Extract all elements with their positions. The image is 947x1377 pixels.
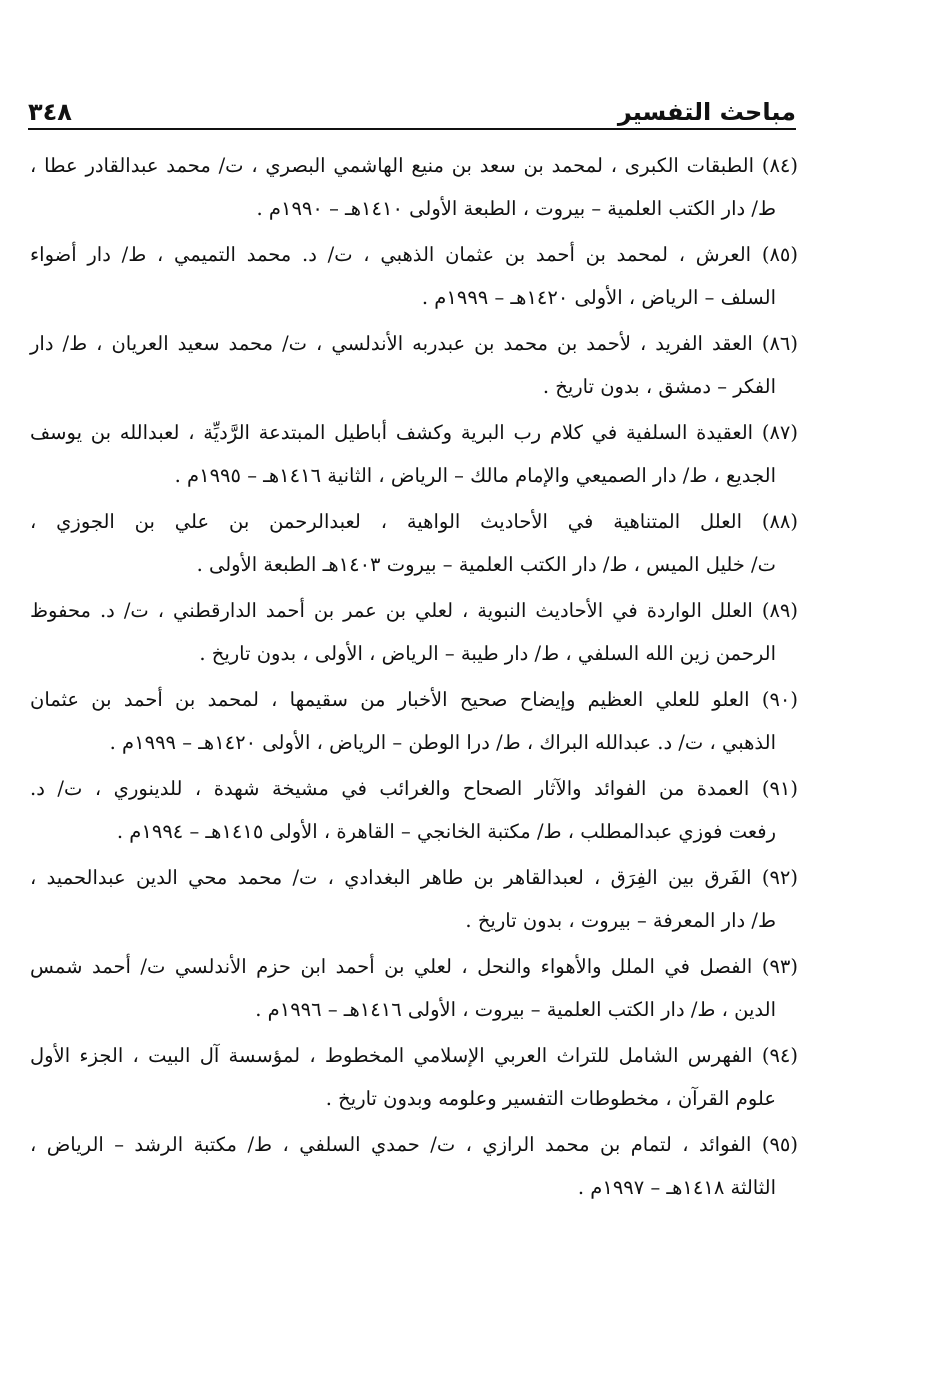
- entry-line: (٩٥) الفوائد ، لتمام بن محمد الرازي ، ت/ حمدي السلفي ، ط/ مكتبة الرشد – الرياض ،: [30, 1133, 798, 1156]
- bibliography-entry: [30, 510, 798, 599]
- entry-line: (٩٣) الفصل في الملل والأهواء والنحل ، لعلي بن أحمد ابن حزم الأندلسي ت/ أحمد شمس: [30, 955, 798, 978]
- entry-line: الفكر – دمشق ، بدون تاريخ .: [542, 375, 776, 398]
- entry-line: الجديع ، ط/ دار الصميعي والإمام مالك – الرياض ، الثانية ١٤١٦هـ – ١٩٩٥م .: [174, 464, 776, 487]
- entry-line: ط/ دار الكتب العلمية – بيروت ، الطبعة الأولى ١٤١٠هـ – ١٩٩٠م .: [256, 197, 776, 220]
- page-number: ٣٤٨: [28, 98, 72, 126]
- header-rule: [28, 128, 796, 130]
- entry-line: (٩٢) الفَرق بين الفِرَق ، لعبدالقاهر بن طاهر البغدادي ، ت/ محمد محي الدين عبدالحميد ،: [30, 866, 798, 889]
- entry-line: (٨٦) العقد الفريد ، لأحمد بن محمد بن عبدربه الأندلسي ، ت/ محمد سعيد العريان ، ط/ دار: [30, 332, 798, 355]
- bibliography-entry: [30, 1133, 798, 1222]
- entry-line: (٨٥) العرش ، لمحمد بن أحمد بن عثمان الذهبي ، ت/ د. محمد التميمي ، ط/ دار أضواء: [30, 243, 798, 266]
- entry-line: رفعت فوزي عبدالمطلب ، ط/ مكتبة الخانجي – القاهرة ، الأولى ١٤١٥هـ – ١٩٩٤م .: [116, 820, 776, 843]
- entry-line: (٨٧) العقيدة السلفية في كلام رب البرية وكشف أباطيل المبتدعة الرَّديِّة ، لعبدالله بن يوسف: [30, 421, 798, 444]
- entry-line: (٩٠) العلو للعلي العظيم وإيضاح صحيح الأخبار من سقيمها ، لمحمد بن أحمد بن عثمان: [30, 688, 798, 711]
- bibliography-entry: [30, 154, 798, 243]
- entry-line: الثالثة ١٤١٨هـ – ١٩٩٧م .: [577, 1176, 776, 1199]
- entry-line: علوم القرآن ، مخطوطات التفسير وعلومه وبدون تاريخ .: [325, 1087, 776, 1110]
- bibliography-entry: [30, 777, 798, 866]
- entry-line: (٨٨) العلل المتناهية في الأحاديث الواهية ، لعبدالرحمن بن علي بن الجوزي ،: [30, 510, 798, 533]
- entry-line: ط/ دار المعرفة – بيروت ، بدون تاريخ .: [465, 909, 776, 932]
- bibliography-entry: [30, 955, 798, 1044]
- bibliography-entry: [30, 599, 798, 688]
- entry-line: السلف – الرياض ، الأولى ١٤٢٠هـ – ١٩٩٩م .: [421, 286, 776, 309]
- entry-line: (٩٤) الفهرس الشامل للتراث العربي الإسلامي المخطوط ، لمؤسسة آل البيت ، الجزء الأول: [30, 1044, 798, 1067]
- bibliography-list: [30, 154, 798, 1222]
- page-header: [28, 92, 796, 126]
- entry-line: (٨٩) العلل الواردة في الأحاديث النبوية ، لعلي بن عمر بن أحمد الدارقطني ، ت/ د. محفوظ: [30, 599, 798, 622]
- bibliography-entry: [30, 688, 798, 777]
- entry-line: (٨٤) الطبقات الكبرى ، لمحمد بن سعد بن منيع الهاشمي البصري ، ت/ محمد عبدالقادر عطا ،: [30, 154, 798, 177]
- entry-line: الدين ، ط/ دار الكتب العلمية – بيروت ، الأولى ١٤١٦هـ – ١٩٩٦م .: [255, 998, 776, 1021]
- bibliography-entry: [30, 421, 798, 510]
- entry-line: الذهبي ، ت/ د. عبدالله البراك ، ط/ درا الوطن – الرياض ، الأولى ١٤٢٠هـ – ١٩٩٩م .: [109, 731, 776, 754]
- entry-line: (٩١) العمدة من الفوائد والآثار الصحاح والغرائب في مشيخة شهدة ، للدينوري ، ت/ د.: [30, 777, 798, 800]
- entry-line: الرحمن زين الله السلفي ، ط/ دار طيبة – الرياض ، الأولى ، بدون تاريخ .: [199, 642, 776, 665]
- bibliography-entry: [30, 1044, 798, 1133]
- running-title: مباحث التفسير: [617, 98, 796, 126]
- bibliography-entry: [30, 332, 798, 421]
- bibliography-entry: [30, 243, 798, 332]
- entry-line: ت/ خليل الميس ، ط/ دار الكتب العلمية – بيروت ١٤٠٣هـ الطبعة الأولى .: [196, 553, 776, 576]
- bibliography-entry: [30, 866, 798, 955]
